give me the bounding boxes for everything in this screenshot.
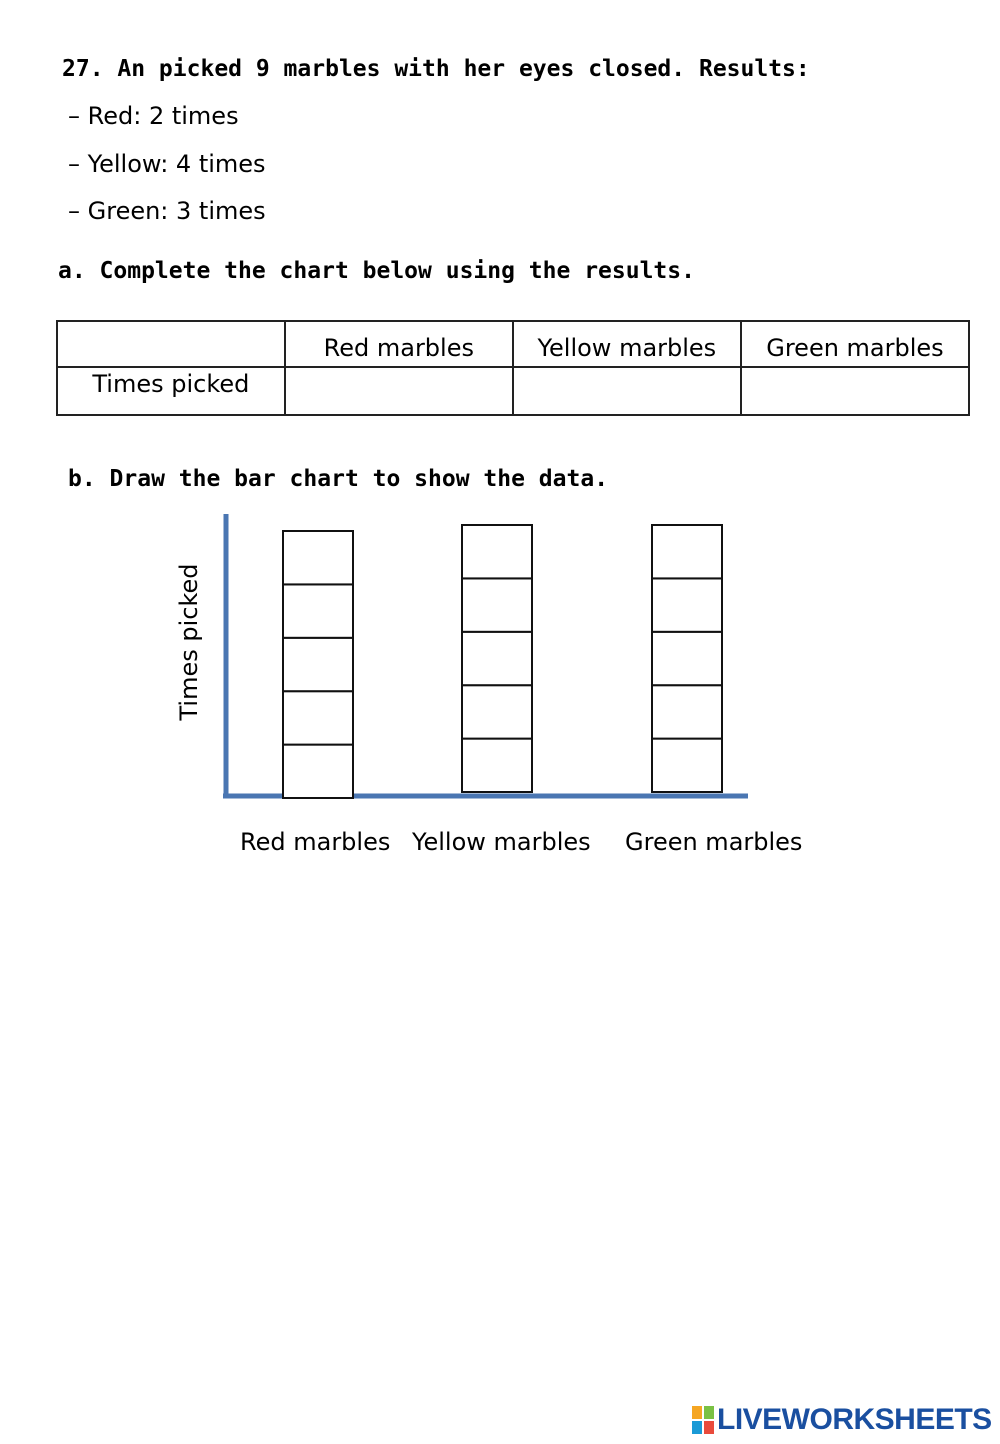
bar-box-yellow-2[interactable] bbox=[462, 685, 532, 738]
bar-box-yellow-5[interactable] bbox=[462, 525, 532, 578]
bar-box-red-1[interactable] bbox=[283, 745, 353, 798]
liveworksheets-logo bbox=[692, 1403, 992, 1437]
y-axis-label: Times picked bbox=[175, 563, 203, 721]
result-green: – Green: 3 times bbox=[68, 197, 266, 225]
bar-box-red-2[interactable] bbox=[283, 691, 353, 744]
table-header-red: Red marbles bbox=[285, 321, 513, 367]
bar-box-green-3[interactable] bbox=[652, 632, 722, 685]
table-header-yellow: Yellow marbles bbox=[513, 321, 741, 367]
bar-box-green-5[interactable] bbox=[652, 525, 722, 578]
x-tick-label-yellow: Yellow marbles bbox=[412, 828, 591, 856]
bar-box-red-5[interactable] bbox=[283, 531, 353, 584]
bar-box-red-4[interactable] bbox=[283, 584, 353, 637]
bar-box-green-2[interactable] bbox=[652, 685, 722, 738]
liveworksheets-logo-text: LIVEWORKSHEETS bbox=[717, 1403, 992, 1436]
table-row-label: Times picked bbox=[57, 367, 285, 415]
result-yellow: – Yellow: 4 times bbox=[68, 150, 266, 178]
bar-box-green-4[interactable] bbox=[652, 578, 722, 631]
x-tick-label-green: Green marbles bbox=[625, 828, 803, 856]
liveworksheets-logo-icon bbox=[692, 1406, 714, 1434]
table-header-green: Green marbles bbox=[741, 321, 969, 367]
part-b-instruction: b. Draw the bar chart to show the data. bbox=[68, 466, 609, 492]
bar-box-green-1[interactable] bbox=[652, 739, 722, 792]
bar-box-red-3[interactable] bbox=[283, 638, 353, 691]
bar-box-yellow-3[interactable] bbox=[462, 632, 532, 685]
bar-box-yellow-4[interactable] bbox=[462, 578, 532, 631]
question-title: 27. An picked 9 marbles with her eyes closed. Results: bbox=[62, 56, 810, 82]
x-tick-label-red: Red marbles bbox=[240, 828, 391, 856]
part-a-instruction: a. Complete the chart below using the results. bbox=[58, 258, 695, 284]
result-red: – Red: 2 times bbox=[68, 102, 239, 130]
bar-box-yellow-1[interactable] bbox=[462, 739, 532, 792]
